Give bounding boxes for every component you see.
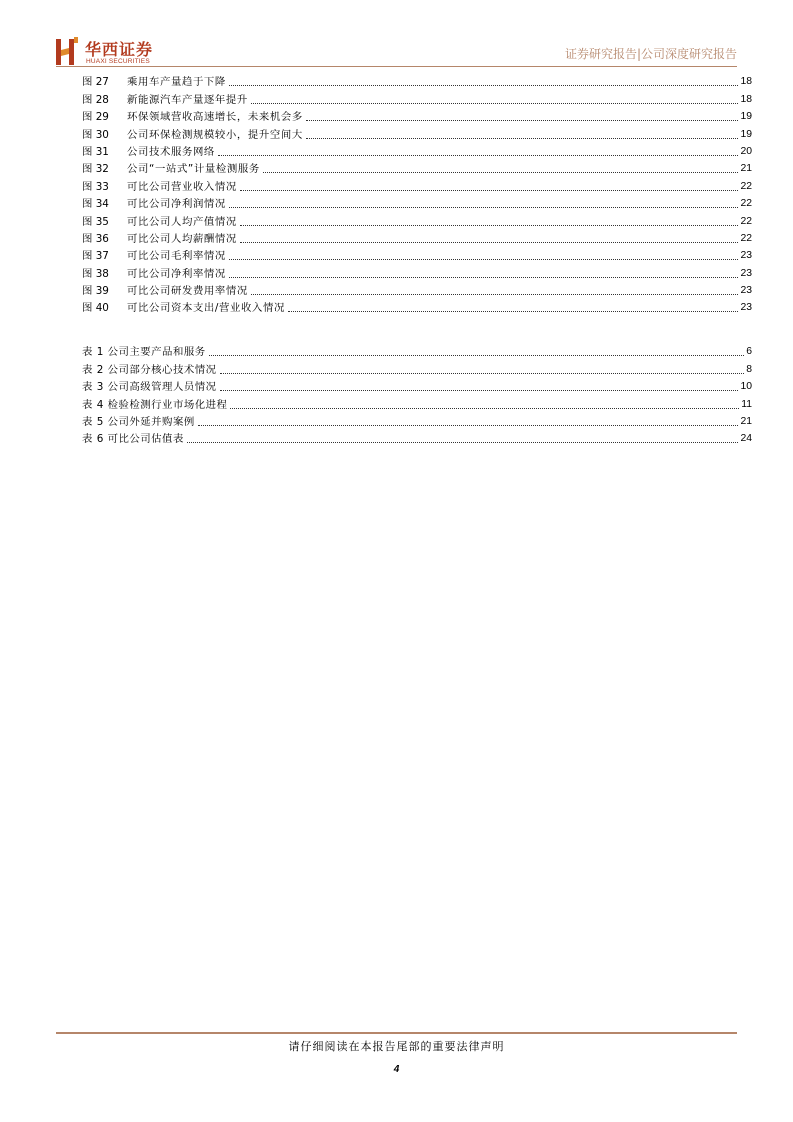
figure-toc-entry[interactable] — [82, 194, 752, 211]
figure-page-number: 20 — [740, 145, 752, 157]
dot-leader — [240, 190, 739, 191]
figure-toc-label — [82, 75, 226, 89]
table-title: 表 4 检验检测行业市场化进程 — [82, 398, 228, 411]
figure-toc-entry[interactable] — [82, 229, 752, 246]
figure-page-number: 23 — [740, 267, 752, 279]
table-page-number: 8 — [746, 363, 752, 375]
table-toc-entry[interactable] — [82, 394, 752, 411]
figure-toc-label — [82, 197, 226, 211]
figure-toc-entry[interactable] — [82, 107, 752, 124]
figure-title: 可比公司净利率情况 — [127, 267, 226, 280]
figure-title: 可比公司营业收入情况 — [127, 180, 237, 193]
dot-leader — [240, 242, 739, 243]
figure-toc-label — [82, 232, 237, 246]
figure-title: 可比公司研发费用率情况 — [127, 285, 248, 298]
figure-page-number: 23 — [740, 250, 752, 262]
figure-list — [82, 72, 752, 315]
huaxi-logo-icon — [56, 37, 80, 67]
figure-toc-entry[interactable] — [82, 124, 752, 141]
figure-page-number: 23 — [740, 302, 752, 314]
table-toc-entry[interactable] — [82, 412, 752, 429]
figure-title: 乘用车产量趋于下降 — [127, 76, 226, 89]
figure-number: 图 31 — [82, 145, 109, 158]
figure-page-number: 22 — [740, 215, 752, 227]
figure-toc-entry[interactable] — [82, 263, 752, 280]
figure-toc-label — [82, 267, 226, 281]
logo-chinese-name: 华西证券 — [85, 40, 154, 59]
figure-number: 图 28 — [82, 93, 109, 106]
legal-notice: 请仔细阅读在本报告尾部的重要法律声明 — [288, 1040, 505, 1053]
figure-number: 图 27 — [82, 76, 109, 89]
figure-toc-label — [82, 301, 285, 315]
table-toc-entry[interactable] — [82, 429, 752, 446]
figure-toc-entry[interactable] — [82, 159, 752, 176]
figure-toc-label — [82, 215, 237, 229]
table-title: 表 1 公司主要产品和服务 — [82, 346, 206, 359]
dot-leader — [229, 277, 739, 278]
figure-number: 图 36 — [82, 232, 109, 245]
figure-page-number: 18 — [740, 76, 752, 88]
table-page-number: 21 — [740, 415, 752, 427]
figure-title: 可比公司毛利率情况 — [127, 250, 226, 263]
figure-toc-label — [82, 110, 303, 124]
figure-toc-entry[interactable] — [82, 298, 752, 315]
dot-leader — [187, 442, 739, 443]
figure-number: 图 40 — [82, 302, 109, 315]
dot-leader — [251, 103, 739, 104]
figure-toc-label — [82, 180, 237, 194]
table-toc-entry[interactable] — [82, 377, 752, 394]
report-type-title: 证券研究报告|公司深度研究报告 — [564, 47, 737, 61]
figure-page-number: 21 — [740, 163, 752, 175]
figure-title: 新能源汽车产量逐年提升 — [127, 93, 248, 106]
figure-number: 图 38 — [82, 267, 109, 280]
figure-page-number: 23 — [740, 285, 752, 297]
figure-number: 图 35 — [82, 215, 109, 228]
figure-number: 图 33 — [82, 180, 109, 193]
figure-toc-label — [82, 145, 215, 159]
table-toc-entry[interactable] — [82, 359, 752, 376]
figure-title: 可比公司人均薪酬情况 — [127, 232, 237, 245]
figure-number: 图 34 — [82, 198, 109, 211]
table-title: 表 2 公司部分核心技术情况 — [82, 363, 217, 376]
dot-leader — [218, 155, 739, 156]
table-page-number: 6 — [746, 346, 752, 358]
figure-title: 可比公司人均产值情况 — [127, 215, 237, 228]
footer-divider — [56, 1032, 737, 1034]
figure-title: 公司“一站式”计量检测服务 — [127, 163, 260, 176]
figure-toc-entry[interactable] — [82, 142, 752, 159]
figure-title: 环保领域营收高速增长，未来机会多 — [127, 111, 303, 124]
figure-title: 可比公司资本支出/营业收入情况 — [127, 302, 285, 315]
figure-toc-entry[interactable] — [82, 176, 752, 193]
dot-leader — [240, 225, 739, 226]
figure-toc-label — [82, 128, 303, 142]
figure-toc-entry[interactable] — [82, 281, 752, 298]
header-divider — [56, 66, 737, 67]
figure-page-number: 22 — [740, 232, 752, 244]
dot-leader — [263, 172, 739, 173]
figure-page-number: 22 — [740, 198, 752, 210]
figure-toc-entry[interactable] — [82, 72, 752, 89]
figure-page-number: 19 — [740, 111, 752, 123]
table-list — [82, 342, 752, 446]
table-toc-entry[interactable] — [82, 342, 752, 359]
figure-toc-label — [82, 249, 226, 263]
figure-toc-entry[interactable] — [82, 211, 752, 228]
table-title: 表 6 可比公司估值表 — [82, 433, 184, 446]
dot-leader — [229, 85, 739, 86]
figure-number: 图 32 — [82, 163, 109, 176]
figure-toc-entry[interactable] — [82, 89, 752, 106]
table-title: 表 3 公司高级管理人员情况 — [82, 381, 217, 394]
figure-number: 图 37 — [82, 250, 109, 263]
figure-number: 图 30 — [82, 128, 109, 141]
figure-title: 公司技术服务网络 — [127, 145, 215, 158]
table-page-number: 24 — [740, 433, 752, 445]
dot-leader — [220, 390, 739, 391]
dot-leader — [198, 425, 739, 426]
figure-page-number: 19 — [740, 128, 752, 140]
dot-leader — [209, 355, 745, 356]
dot-leader — [306, 138, 739, 139]
table-page-number: 11 — [741, 398, 752, 410]
figure-title: 公司环保检测规模较小，提升空间大 — [127, 128, 303, 141]
dot-leader — [229, 259, 739, 260]
figure-page-number: 22 — [740, 180, 752, 192]
figure-page-number: 18 — [740, 93, 752, 105]
dot-leader — [220, 373, 745, 374]
figure-title: 可比公司净利润情况 — [127, 198, 226, 211]
figure-number: 图 29 — [82, 111, 109, 124]
page-number: 4 — [393, 1064, 400, 1075]
figure-toc-label — [82, 284, 248, 298]
figure-toc-label — [82, 93, 248, 107]
figure-toc-label — [82, 162, 260, 176]
table-page-number: 10 — [740, 381, 752, 393]
dot-leader — [229, 207, 739, 208]
logo-english-name: HUAXI SECURITIES — [86, 58, 150, 65]
dot-leader — [288, 311, 738, 312]
dot-leader — [306, 120, 739, 121]
dot-leader — [251, 294, 739, 295]
dot-leader — [230, 408, 739, 409]
figure-number: 图 39 — [82, 285, 109, 298]
figure-toc-entry[interactable] — [82, 246, 752, 263]
table-title: 表 5 公司外延并购案例 — [82, 415, 195, 428]
